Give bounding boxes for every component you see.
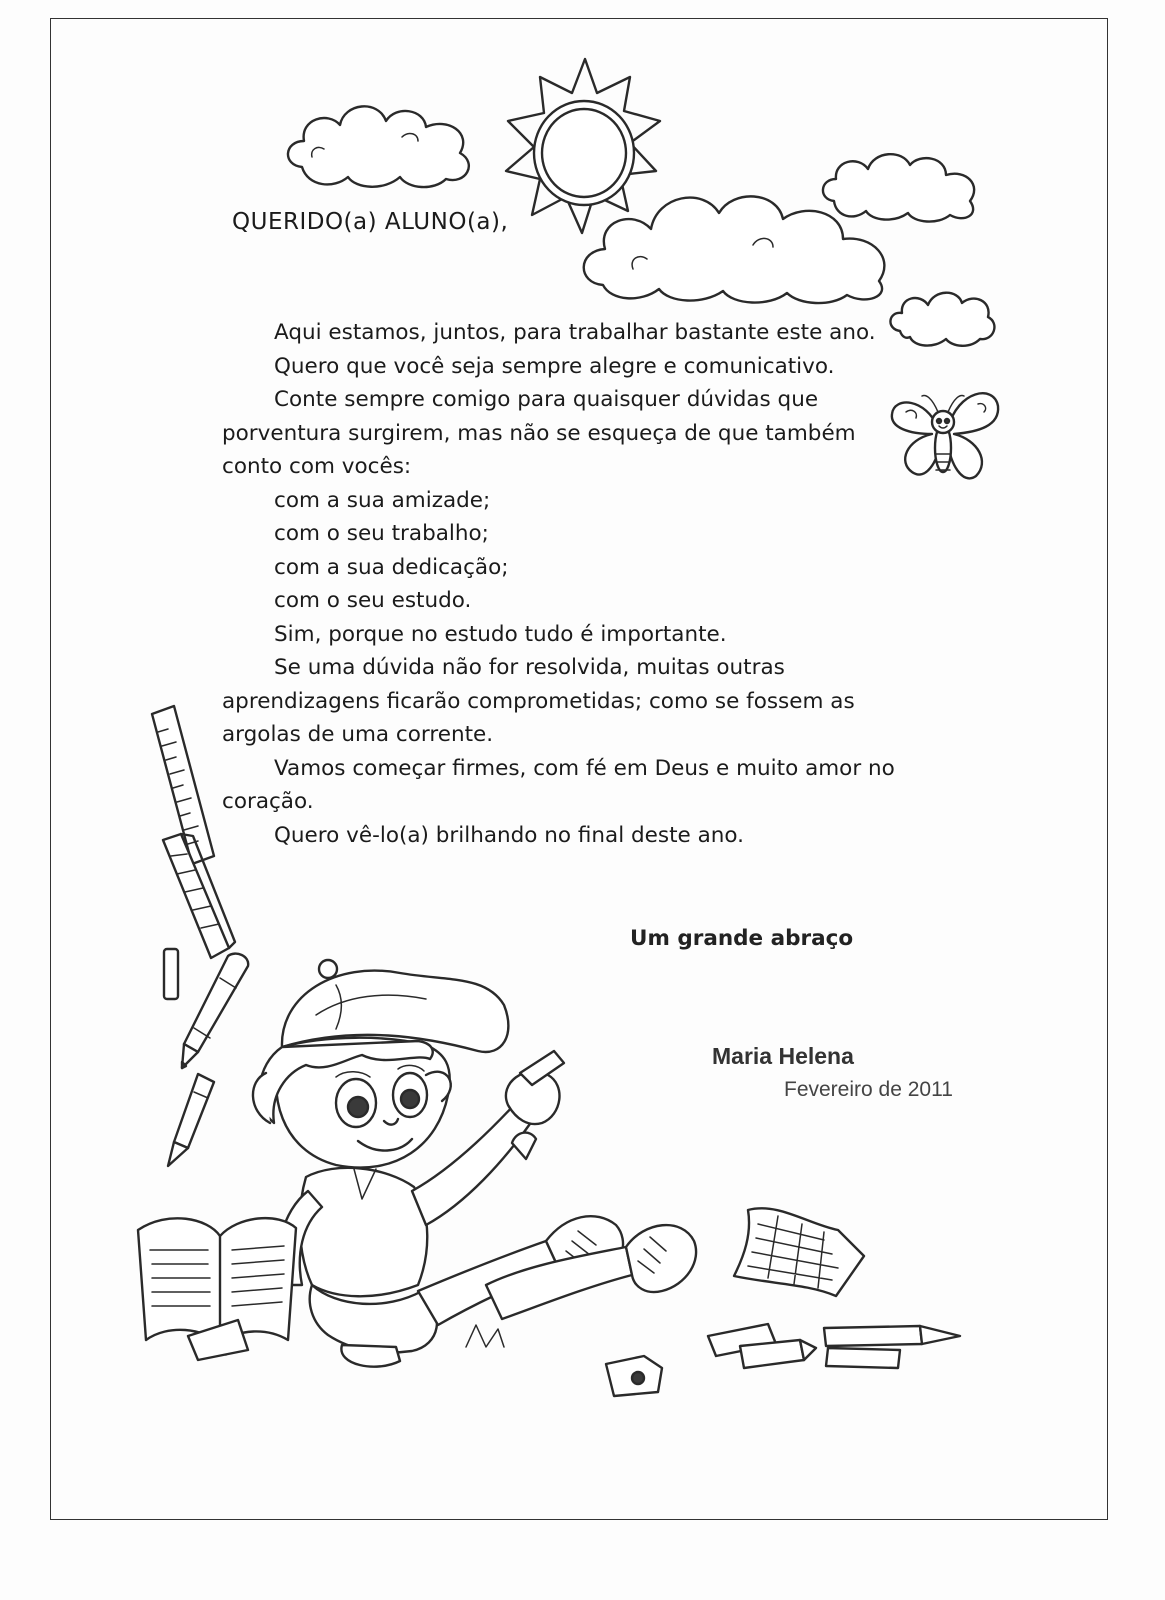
letter-paragraph: Conte sempre comigo para quaisquer dúvidas que porventura surgirem, mas não se esqueça de que também conto com vocês: [222, 387, 856, 479]
letter-paragraph: Se uma dúvida não for resolvida, muitas outras aprendizagens ficarão comprometidas; como se fossem as argolas de uma corrente. [222, 655, 855, 747]
cloud-icon [573, 185, 903, 305]
cloud-icon [282, 97, 480, 192]
letter-date: Fevereiro de 2011 [784, 1078, 953, 1101]
book-icon [128, 1200, 303, 1360]
sharpener-icon [600, 1350, 670, 1400]
letter-closing: Um grande abraço [630, 926, 854, 951]
letter-paragraph: Quero vê-lo(a) brilhando no final deste ano. [274, 822, 744, 848]
letter-paragraph: Aqui estamos, juntos, para trabalhar bastante este ano. [274, 320, 876, 345]
letter-paragraph: Sim, porque no estudo tudo é importante. [274, 621, 727, 647]
letter-list-item: com a sua dedicação; [274, 554, 509, 580]
crayons-icon [728, 1200, 868, 1300]
letter-signature: Maria Helena [712, 1043, 854, 1069]
letter-list-item: com a sua amizade; [274, 487, 491, 513]
letter-greeting: QUERIDO(a) ALUNO(a), [232, 209, 509, 235]
crayons-icon [700, 1310, 965, 1380]
letter-body [222, 316, 904, 852]
letter-list-item: com o seu estudo. [274, 588, 472, 613]
letter-list-item: com o seu trabalho; [274, 521, 489, 546]
letter-paragraph: Vamos começar firmes, com fé em Deus e muito amor no coração. [222, 755, 895, 814]
letter-paragraph: Quero que você seja sempre alegre e comunicativo. [274, 353, 835, 379]
